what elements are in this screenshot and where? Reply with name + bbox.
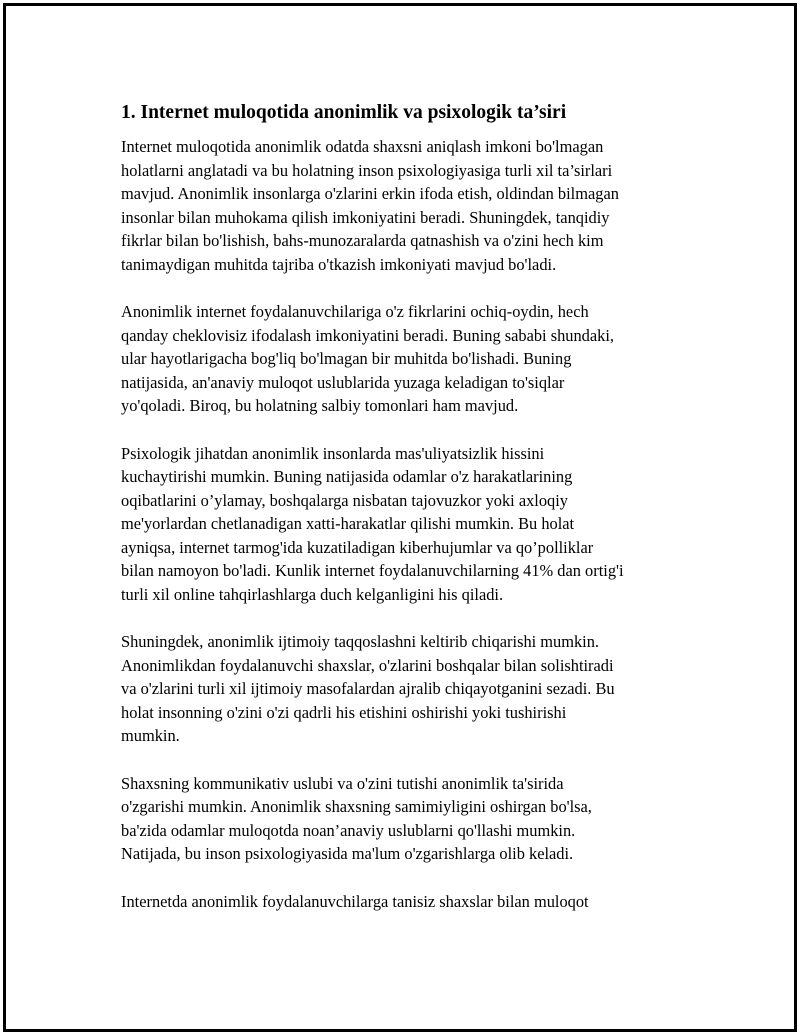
text-line: oqibatlarini o’ylamay, boshqalarga nisbatan tajovuzkor yoki axloqiy <box>121 490 568 510</box>
text-line: Anonimlikdan foydalanuvchi shaxslar, o'zlarini boshqalar bilan solishtiradi <box>121 655 614 675</box>
paragraph-1 <box>121 135 701 276</box>
paragraph-2 <box>121 300 701 418</box>
paragraph-6 <box>121 890 701 914</box>
text-line: bilan namoyon bo'ladi. Kunlik internet foydalanuvchilarning 41% dan ortig'i <box>121 561 624 580</box>
text-line: ayniqsa, internet tarmog'ida kuzatiladigan kiberhujumlar va qo’polliklar <box>121 537 594 557</box>
text-line: mavjud. Anonimlik insonlarga o'zlarini erkin ifoda etish, oldindan bilmagan <box>121 184 619 203</box>
text-line: Natijada, bu inson psixologiyasida ma'lum o'zgarishlarga olib keladi. <box>121 844 574 863</box>
text-line: natijasida, an'anaviy muloqot uslublarida yuzaga keladigan to'siqlar <box>121 372 565 392</box>
text-line: mumkin. <box>121 726 180 745</box>
paragraph-3 <box>121 442 701 607</box>
page-frame <box>3 3 797 1032</box>
text-line: kuchaytirishi mumkin. Buning natijasida odamlar o'z harakatlarining <box>121 467 573 486</box>
text-line: tanimaydigan muhitda tajriba o'tkazish imkoniyati mavjud bo'ladi. <box>121 254 557 274</box>
text-line: Anonimlik internet foydalanuvchilariga o'z fikrlarini ochiq-oydin, hech <box>121 302 589 321</box>
text-line: qanday cheklovisiz ifodalash imkoniyatini beradi. Buning sababi shundaki, <box>121 325 614 345</box>
text-line: ba'zida odamlar muloqotda noan’anaviy uslublarni qo'llashi mumkin. <box>121 820 576 840</box>
text-line: o'zgarishi mumkin. Anonimlik shaxsning samimiyligini oshirgan bo'lsa, <box>121 797 592 816</box>
text-line: insonlar bilan muhokama qilish imkoniyatini beradi. Shuningdek, tanqidiy <box>121 207 610 227</box>
text-line: turli xil online tahqirlashlarga duch kelganligini his qiladi. <box>121 584 504 604</box>
paragraph-4 <box>121 630 701 748</box>
paragraph-5 <box>121 772 701 866</box>
text-line: Shaxsning kommunikativ uslubi va o'zini tutishi anonimlik ta'sirida <box>121 773 564 793</box>
text-line: holatlarni anglatadi va bu holatning inson psixologiyasiga turli xil ta’sirlari <box>121 160 613 180</box>
text-line: yo'qoladi. Biroq, bu holatning salbiy tomonlari ham mavjud. <box>121 396 519 415</box>
text-line: Shuningdek, anonimlik ijtimoiy taqqoslashni keltirib chiqarishi mumkin. <box>121 632 600 651</box>
text-line: me'yorlardan chetlanadigan xatti-harakatlar qilishi mumkin. Bu holat <box>121 514 575 533</box>
text-line: Psixologik jihatdan anonimlik insonlarda mas'uliyatsizlik hissini <box>121 443 545 463</box>
paragraph-list <box>121 135 701 913</box>
text-line: ular hayotlarigacha bog'liq bo'lmagan bir muhitda bo'lishadi. Buning <box>121 349 572 368</box>
text-line: holat insonning o'zini o'zi qadrli his etishini oshirishi yoki tushirishi <box>121 702 567 722</box>
document-body <box>121 100 701 937</box>
text-line: fikrlar bilan bo'lishish, bahs-munozaralarda qatnashish va o'zini hech kim <box>121 231 604 250</box>
text-line: Internetda anonimlik foydalanuvchilarga tanisiz shaxslar bilan muloqot <box>121 891 589 911</box>
text-line: Internet muloqotida anonimlik odatda shaxsni aniqlash imkoni bo'lmagan <box>121 137 604 156</box>
section-title: 1. Internet muloqotida anonimlik va psixologik ta’siri <box>121 102 567 123</box>
text-line: va o'zlarini turli xil ijtimoiy masofalardan ajralib chiqayotganini sezadi. Bu <box>121 679 615 698</box>
